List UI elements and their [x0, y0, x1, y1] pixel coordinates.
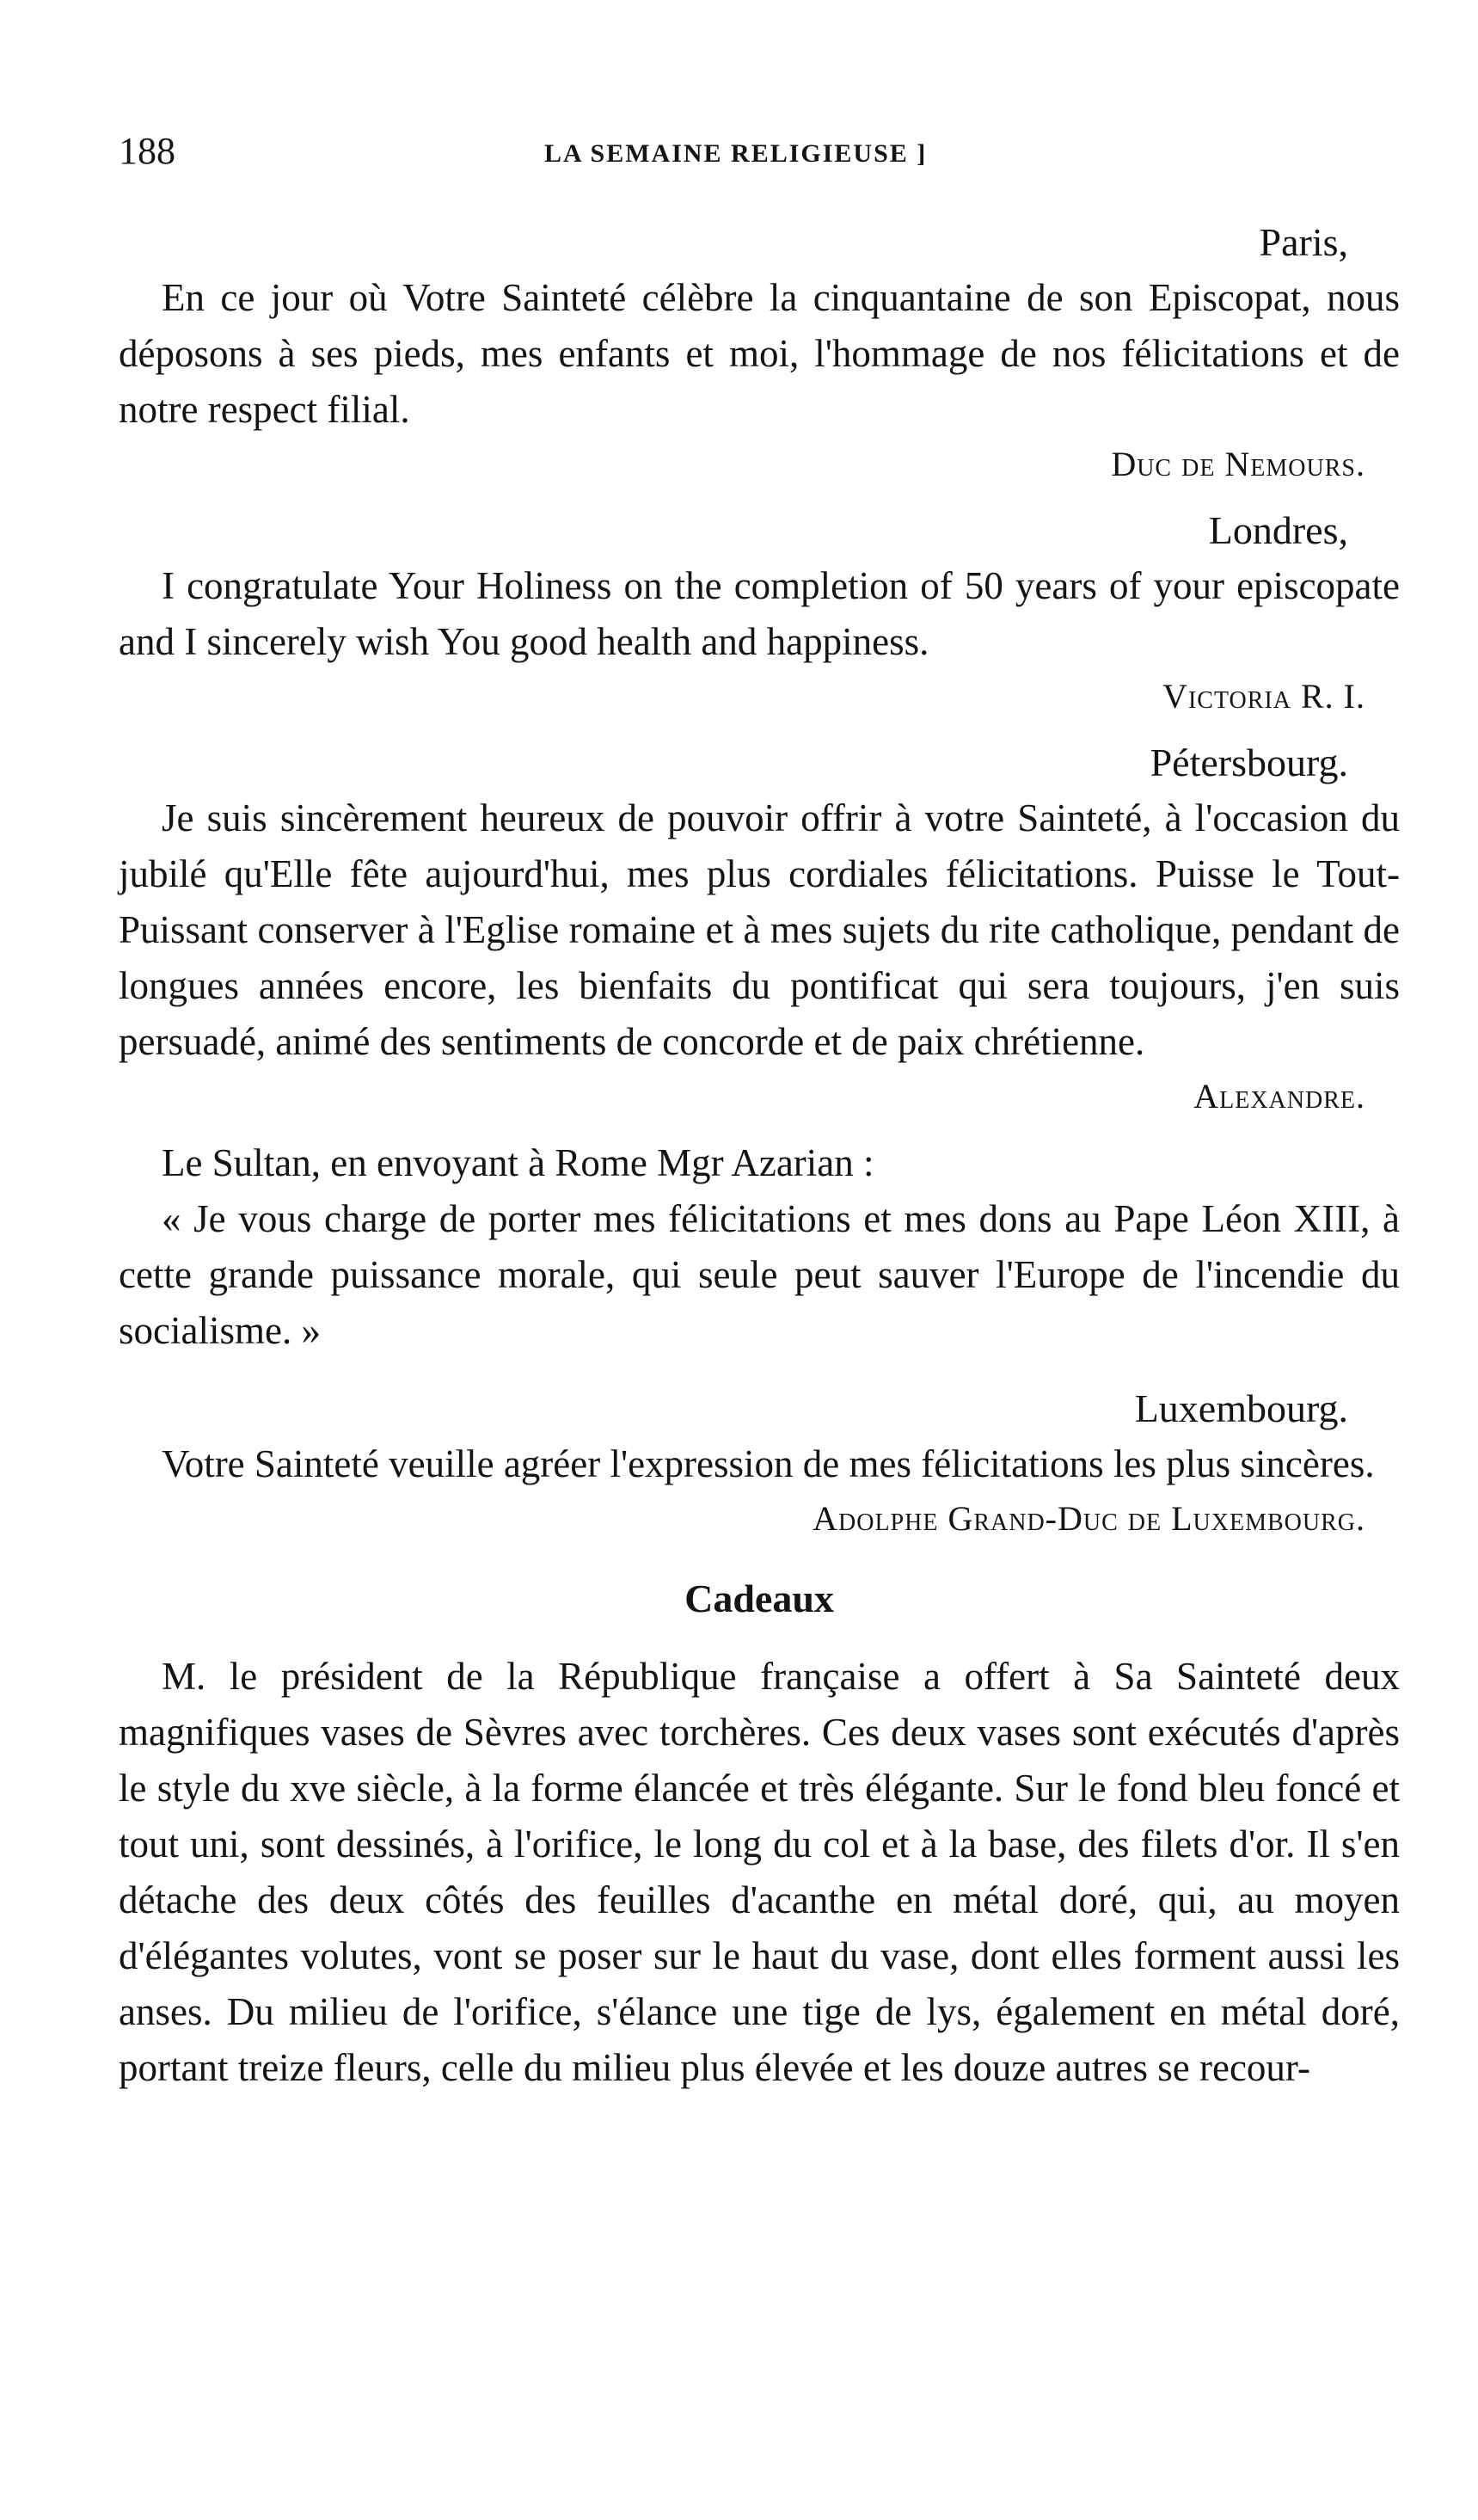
sultan-quote: « Je vous charge de porter mes félicitations et mes dons au Pape Léon XIII, à cette grande puissance morale, qui seule peut sauver l'Europe de l'incendie du socialisme. » [119, 1197, 1400, 1352]
running-head: LA SEMAINE RELIGIEUSE ] [544, 139, 928, 168]
section-cadeaux [119, 1571, 1400, 2096]
letter-text: I congratulate Your Holiness on the completion of 50 years of your episcopate and I sincerely wish You good health and happiness. [119, 564, 1400, 663]
letter-signature: Victoria R. I. [1162, 677, 1365, 716]
letter-paris [119, 215, 1400, 491]
letter-luxembourg [119, 1381, 1400, 1546]
letter-signature: Alexandre. [1193, 1077, 1365, 1116]
letter-londres [119, 503, 1400, 723]
letter-text: Je suis sincèrement heureux de pouvoir offrir à votre Sainteté, à l'occasion du jubilé qu'Elle fête aujourd'hui, mes plus cordiales félicitations. Puisse le Tout-Puissant conserver à l'Eglise romaine et à mes sujets du rite catholique, pendant de longues années encore, les bienfaits du pontificat qui sera toujours, j'en suis persuadé, animé des sentiments de concorde et de paix chrétienne. [119, 796, 1400, 1063]
letter-text: En ce jour où Votre Sainteté célèbre la cinquantaine de son Episcopat, nous déposons à ses pieds, mes enfants et moi, l'hommage de nos félicitations et de notre respect filial. [119, 276, 1400, 431]
letter-text: Votre Sainteté veuille agréer l'expression de mes félicitations les plus sincères. [162, 1442, 1375, 1485]
sultan-message [119, 1135, 1400, 1359]
page-header [119, 129, 1400, 189]
page-number: 188 [119, 130, 175, 172]
letter-signature: Adolphe Grand-Duc de Luxembourg. [813, 1499, 1365, 1538]
section-text: M. le président de la République française a offert à Sa Sainteté deux magnifiques vases de Sèvres avec torchères. Ces deux vases sont exécutés d'après le style du xve siècle, à la forme élancée et très élégante. Sur le fond bleu foncé et tout uni, sont dessinés, à l'orifice, le long du col et à la base, des filets d'or. Il s'en détache des deux côtés des feuilles d'acanthe en métal doré, qui, au moyen d'élégantes volutes, vont se poser sur le haut du vase, dont elles forment aussi les anses. Du milieu de l'orifice, s'élance une tige de lys, également en métal doré, portant treize fleurs, celle du milieu plus élevée et les douze autres se recour- [119, 1655, 1400, 2089]
letter-place: Pétersbourg. [1150, 741, 1348, 784]
letter-place: Luxembourg. [1134, 1386, 1348, 1430]
section-title: Cadeaux [684, 1577, 834, 1620]
letter-signature: Duc de Nemours. [1111, 445, 1365, 483]
body-text [119, 215, 1400, 2096]
sultan-intro: Le Sultan, en envoyant à Rome Mgr Azarian : [162, 1141, 874, 1184]
letter-place: Paris, [1259, 220, 1348, 264]
letter-petersbourg [119, 735, 1400, 1123]
letter-place: Londres, [1208, 508, 1348, 552]
